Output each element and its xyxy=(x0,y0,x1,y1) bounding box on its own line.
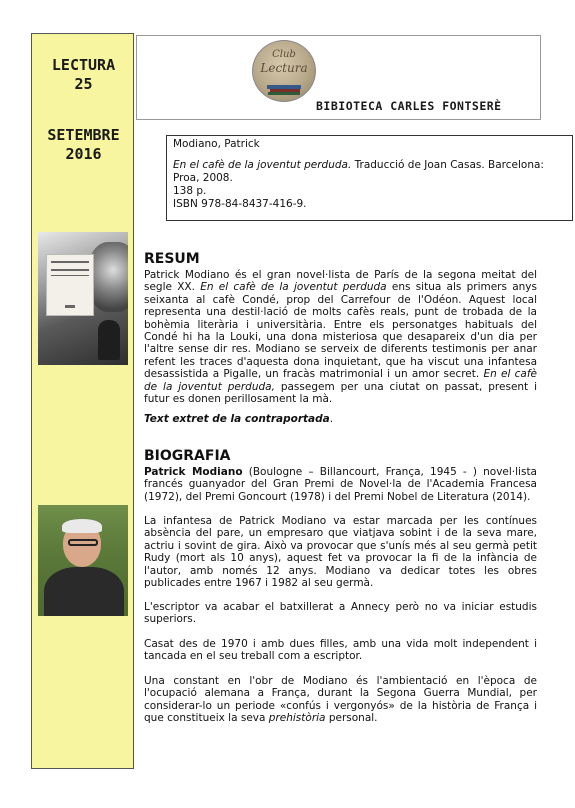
bio-paragraph-1 xyxy=(144,466,537,503)
lectura-number: 25 xyxy=(74,75,93,93)
jacket-shape xyxy=(44,567,124,616)
bio-paragraph-3: L'escriptor va acabar el batxillerat a Annecy però no va iniciar estudis superiors. xyxy=(144,601,537,626)
month-label: SETEMBRE xyxy=(47,126,120,144)
books-icon xyxy=(267,85,301,95)
people-silhouette xyxy=(98,320,120,360)
resum-book-title-1: En el cafè de la joventut perduda xyxy=(200,281,387,294)
logo-text-bottom: Lectura xyxy=(260,61,308,75)
ref-title: En el cafè de la joventut perduda. xyxy=(173,159,352,171)
ref-translation: Traducció de Joan Casas. Barcelona: xyxy=(351,159,544,171)
ref-isbn: ISBN 978-84-8437-416-9. xyxy=(173,198,307,210)
library-name: BIBIOTECA CARLES FONTSERÈ xyxy=(316,99,502,113)
resum-paragraph xyxy=(144,269,537,405)
bio-paragraph-5 xyxy=(144,675,537,725)
ref-title-line xyxy=(173,159,566,172)
glasses-shape xyxy=(68,539,98,546)
biografia-heading: BIOGRAFIA xyxy=(144,448,231,464)
ref-publisher: Proa, 2008. xyxy=(173,172,233,184)
resum-heading: RESUM xyxy=(144,251,200,267)
author-portrait xyxy=(38,505,128,616)
lectura-label-text: LECTURA xyxy=(51,56,116,74)
sidebar xyxy=(31,33,134,769)
resum-source-dot: . xyxy=(329,413,334,425)
tree-shape xyxy=(88,242,128,312)
resum-text-1: Patrick Modiano és el gran novel·lista de París de la segona meitat del segle XX. xyxy=(144,269,537,294)
resum-source-text: Text extret de la contraportada xyxy=(144,413,330,425)
hair-shape xyxy=(62,519,102,533)
date-label xyxy=(32,126,135,164)
resum-text-3: passegem per una ciutat on passat, present i futur es donen perillosament la mà. xyxy=(144,380,537,406)
bio-text-5-end: personal. xyxy=(325,712,378,725)
cover-card xyxy=(46,254,94,316)
resum-book-title-2: En el cafè de la joventut perduda, xyxy=(144,368,537,393)
year-label: 2016 xyxy=(65,145,102,163)
bio-paragraph-4: Casat des de 1970 i amb dues filles, amb una vida molt independent i tancada en el seu treball com a escriptor. xyxy=(144,638,537,663)
ref-author: Modiano, Patrick xyxy=(173,138,260,150)
bio-italic-5: prehistòria xyxy=(268,712,326,725)
bio-name: Patrick Modiano xyxy=(144,466,243,478)
resum-source xyxy=(144,413,537,425)
bio-text-5: Una constant en l'obr de Modiano és l'ambientació en l'època de l'ocupació alemana a França, durant la Segona Guerra Mundial, per considerar-lo un periode «confús i vergonyós» de la història de França i que constitueix la seva xyxy=(144,675,537,725)
book-cover-image xyxy=(38,232,128,365)
lectura-label xyxy=(32,56,135,94)
ref-pages: 138 p. xyxy=(173,185,207,197)
bio-paragraph-2: La infantesa de Patrick Modiano va estar marcada per les contínues absència del pare, un empresaro que viatjava sobint i de la seva mare, actriu i sovint de gira. Això va provocar que s'unís més al seu germà petit Rudy (mort als 10 anys), aquest fet va provocar la fi de la infància de l'autor, amb només 12 anys. Modiano va dedicar totes les obres publicades entre 1967 i 1982 al seu germà. xyxy=(144,515,537,590)
logo-text-top: Club xyxy=(272,49,296,60)
resum-text-2: ens situa als primers anys seixanta al cafè Condé, prop del Carrefour de l'Odéon. Aquest local representa una destil·lació de molts cafès reals, punt de trobada de la bohèmia literària i universitària. Entre els personatges habituals del Condé hi ha la Louki, una dona misteriosa que desapareix d'un dia per l'altre sense dir res. Modiano se serveix de diferents testimonis per anar refent les traces d'aquesta dona inquietant, que ha viscut una infantesa desassistida a Pigalle, un fracàs matrimonial i un amor secret. xyxy=(144,281,537,381)
reference-box xyxy=(166,135,573,221)
bio-text-1: (Boulogne – Billancourt, França, 1945 - ) novel·lista francés guanyador del Gran Premi de Novel·la de l'Academia Francesa (1972), del Premi Goncourt (1978) i del Premi Nobel de Literatura (2014). xyxy=(144,466,537,503)
club-lectura-logo xyxy=(252,40,316,102)
